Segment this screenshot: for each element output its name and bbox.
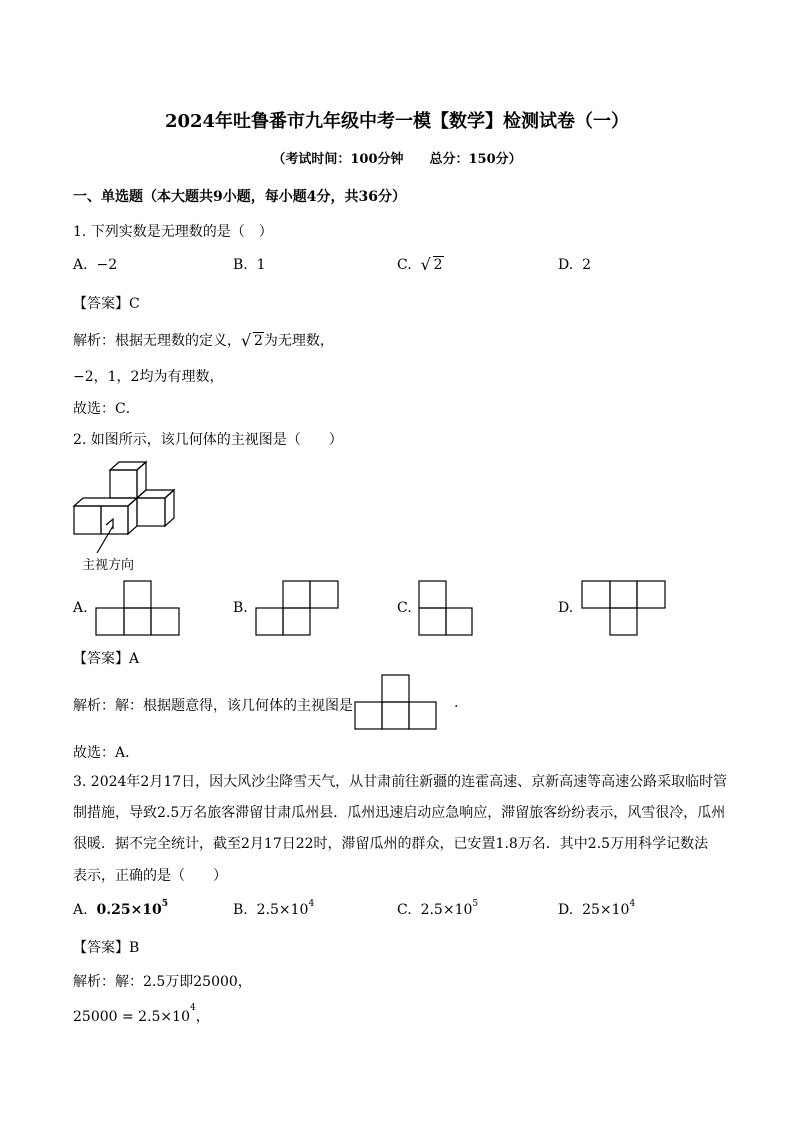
q3-analysis-line1: 解析：解：2.5万即25000， <box>73 974 252 990</box>
q2-answer: 【答案】A <box>73 651 140 667</box>
q1-analysis: 解析：根据无理数的定义， √ 2为无理数， <box>73 331 334 350</box>
q3-stem-line2: 制措施，导致2.5万名旅客滞留甘肃瓜州县．瓜州迅速启动应急响应，滞留旅客纷纷表示，风雪很冷，瓜州 <box>73 805 726 821</box>
section-heading: 一、单选题（本大题共9小题，每小题4分，共36分） <box>73 189 406 205</box>
q1-stem: 1. 下列实数是无理数的是（ ） <box>73 224 273 240</box>
q3-stem-line4: 表示，正确的是（ ） <box>73 868 227 884</box>
q2-option-a-label: A. <box>73 600 88 616</box>
q3-analysis-line2: $25000 = 2.5\times 10^4$， <box>73 1003 210 1025</box>
q3-option-b: B. $2.5\times 10^4$ <box>233 899 315 918</box>
q1-option-b: B. 1 <box>233 257 266 273</box>
q2-option-c-label: C. <box>397 600 412 616</box>
q1-option-c: C. √ 2 <box>397 255 443 274</box>
q2-option-b-label: B. <box>233 600 248 616</box>
q3-option-c: C. $2.5\times 10^5$ <box>397 899 479 918</box>
q1-choose: 故选：C． <box>73 401 140 417</box>
q1-analysis-line2: −2，1，2均为有理数， <box>73 369 224 385</box>
q3-stem-line1: 3. 2024年2月17日，因大风沙尘降雪天气，从甘肃前往新疆的连霍高速、京新高速等高速公路采取临时管 <box>73 774 728 790</box>
q2-analysis-period: . <box>454 695 459 711</box>
q2-stem: 2. 如图所示，该几何体的主视图是（ ） <box>73 432 343 448</box>
q3-answer: 【答案】B <box>73 940 140 956</box>
exam-info: （考试时间：100分钟 总分：150分） <box>272 152 522 167</box>
q1-option-d: D. 2 <box>558 257 592 273</box>
q2-option-d-label: D. <box>558 600 574 616</box>
q2-analysis: 解析：解：根据题意得，该几何体的主视图是 <box>73 698 353 714</box>
q3-option-a: A. $0.25\times 10^5$ <box>73 899 169 918</box>
q3-stem-line3: 很暖．据不完全统计，截至2月17日22时，滞留瓜州的群众，已安置1.8万名．其中2.5万用科学记数法 <box>73 836 709 852</box>
q2-choose: 故选：A． <box>73 745 140 761</box>
sqrt-symbol: √ 2 <box>241 331 263 350</box>
page-title: 2024年吐鲁番市九年级中考一模【数学】检测试卷（一） <box>164 111 630 132</box>
q1-option-a: A. −2 <box>73 257 118 273</box>
q3-option-d: D. $25\times 10^4$ <box>558 899 636 918</box>
view-direction-label: 主视方向 <box>82 558 135 573</box>
q1-answer: 【答案】C <box>73 296 140 312</box>
sqrt-symbol: √ 2 <box>420 255 443 274</box>
